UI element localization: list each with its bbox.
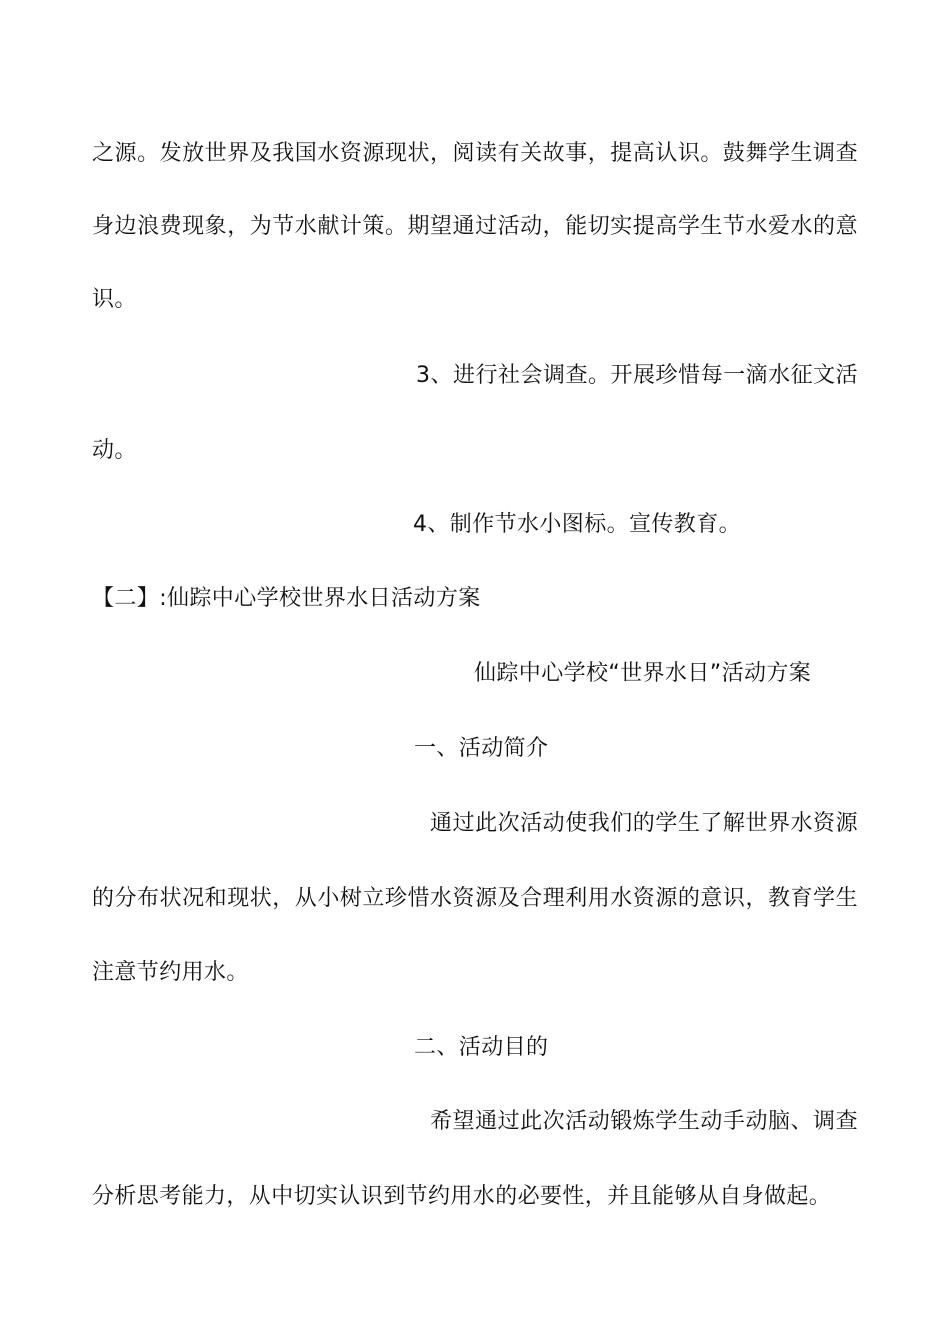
heading-activity-intro: 一、活动简介 xyxy=(414,736,549,761)
heading-activity-goal: 二、活动目的 xyxy=(414,1035,549,1060)
paragraph-line: 动。 xyxy=(92,438,137,463)
paragraph-line: 身边浪费现象，为节水献计策。期望通过活动，能切实提高学生节水爱水的意 xyxy=(92,214,858,239)
paragraph-line: 分析思考能力，从中切实认识到节约用水的必要性，并且能够从自身做起。 xyxy=(92,1184,832,1209)
paragraph-line: 通过此次活动使我们的学生了解世界水资源 xyxy=(430,811,858,836)
paragraph-line: 识。 xyxy=(92,287,137,312)
paragraph-line: 的分布状况和现状，从小树立珍惜水资源及合理利用水资源的意识，教育学生 xyxy=(92,886,858,911)
document-title: 仙踪中心学校“世界水日”活动方案 xyxy=(474,661,812,686)
paragraph-line: 注意节约用水。 xyxy=(92,960,249,985)
paragraph-line: 希望通过此次活动锻炼学生动手动脑、调查 xyxy=(430,1109,858,1134)
list-item-4: 4、制作节水小图标。宣传教育。 xyxy=(413,512,741,537)
section-heading: 【二】:仙踪中心学校世界水日活动方案 xyxy=(92,586,481,611)
paragraph-line: 之源。发放世界及我国水资源现状，阅读有关故事，提高认识。鼓舞学生调查 xyxy=(92,141,858,166)
list-item-3: 3、进行社会调查。开展珍惜每一滴水征文活 xyxy=(416,363,858,388)
